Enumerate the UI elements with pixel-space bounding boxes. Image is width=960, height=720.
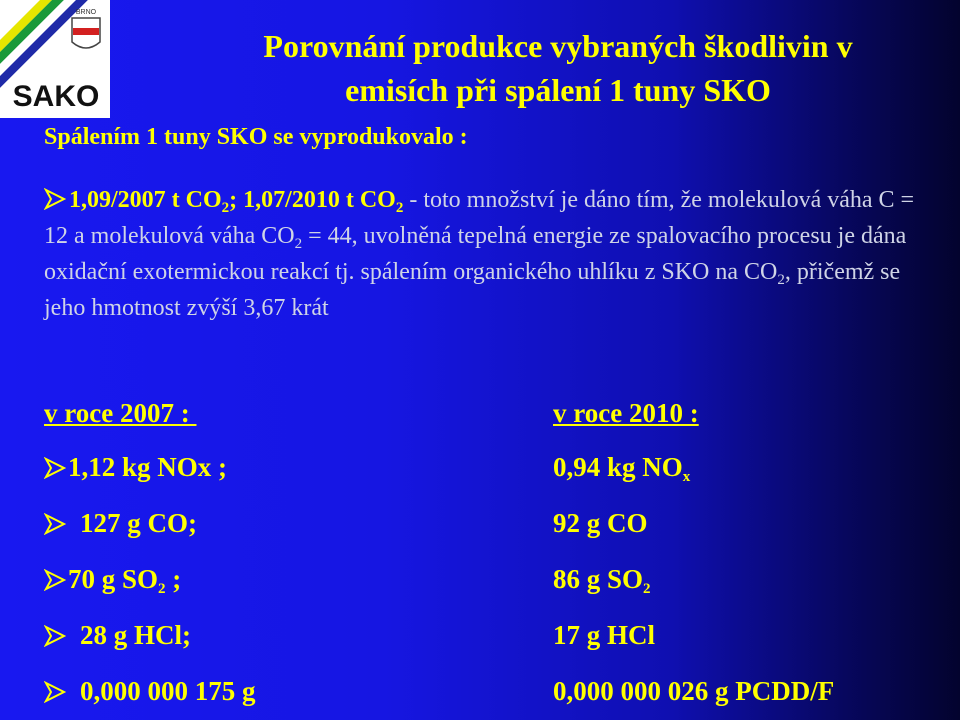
logo-city-text: BRNO	[75, 9, 97, 16]
title-line-1: Porovnání produkce vybraných škodlivin v	[263, 28, 853, 64]
arrowhead-bullet-icon	[44, 625, 66, 647]
arrowhead-bullet-icon	[44, 188, 66, 210]
title-line-2: emisích při spálení 1 tuny SKO	[345, 72, 771, 108]
row-hcl-2010: 17 g HCl	[553, 620, 656, 650]
arrowhead-bullet-icon	[44, 569, 66, 591]
sako-logo-graphic	[0, 0, 110, 118]
slide-subtitle: Spálením 1 tuny SKO se vyprodukovalo :	[44, 124, 468, 150]
co2-explanation: - toto množství je dáno tím, že molekulová váha C = 12 a molekulová váha $CO_2 = 44$, uvolněná tepelná energie ze spalovacího procesu je dána oxidační exotermickou reakcí tj. spálením organického uhlíku z SKO na $CO_2$, přičemž se jeho hmotnost zvýší 3,67 krát	[44, 187, 915, 321]
sako-logo	[0, 0, 110, 118]
slide-title	[188, 24, 928, 112]
co2-paragraph	[44, 182, 924, 326]
year-2007-header: v roce 2007 :	[44, 398, 197, 428]
row-nox-2007: 1,12 kg NOx ;	[44, 452, 227, 483]
row-pcdd-2007: 0,000 000 175 g	[44, 676, 256, 707]
arrowhead-bullet-icon	[44, 457, 66, 479]
row-pcdd-2010: 0,000 000 026 g PCDD/F	[553, 676, 835, 706]
co2-2007: 1,09/2007 t $CO_2$; 1,07/2010 t $CO_2$	[69, 187, 404, 216]
logo-brand-text: SAKO	[12, 80, 100, 113]
row-co-2010: 92 g CO	[553, 508, 648, 538]
row-co-2007: 127 g CO;	[44, 508, 197, 539]
row-nox-2010: 0,94 kg $NO_x$	[553, 452, 691, 485]
year-2010-header: v roce 2010 :	[553, 398, 699, 428]
arrowhead-bullet-icon	[44, 681, 66, 703]
arrowhead-bullet-icon	[44, 513, 66, 535]
row-so2-2010: 86 g $SO_2$	[553, 564, 651, 597]
row-hcl-2007: 28 g HCl;	[44, 620, 191, 651]
row-so2-2007: 70 g $SO_2$ ;	[44, 564, 181, 595]
